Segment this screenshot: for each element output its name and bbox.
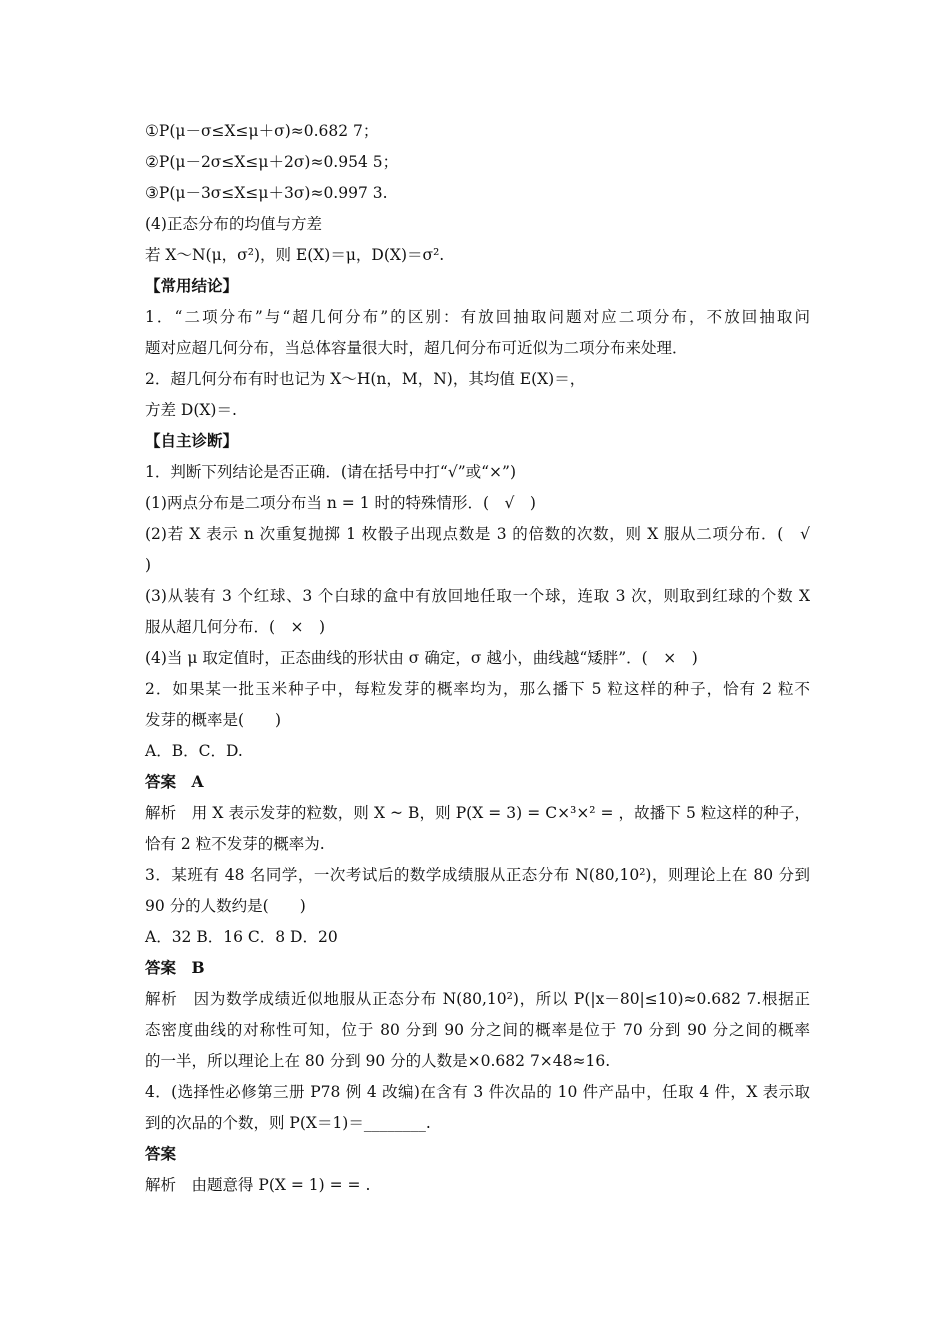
text-line: 服从超几何分布．( × )	[145, 618, 326, 636]
explanation-line: 解析 用 X 表示发芽的粒数，则 X ~ B，则 P(X = 3) = C×³×² = ，故播下 5 粒这样的种子，	[145, 804, 810, 822]
text-line: 态密度曲线的对称性可知，位于 80 分到 90 分之间的概率是位于 70 分到 90 分之间的概率	[145, 1021, 810, 1039]
text-line: 发芽的概率是( )	[145, 711, 282, 729]
text-line: ①P(μ－σ≤X≤μ＋σ)≈0.682 7；	[145, 122, 379, 140]
text-line: 1．“二项分布”与“超几何分布”的区别：有放回抽取问题对应二项分布，不放回抽取问	[145, 308, 810, 326]
text-line: (4)当 μ 取定值时，正态曲线的形状由 σ 确定，σ 越小，曲线越“矮胖”．( × )	[145, 649, 698, 667]
text-line: 90 分的人数约是( )	[145, 897, 306, 915]
text-line: A．32 B．16 C．8 D．20	[145, 928, 338, 946]
text-line: ③P(μ－3σ≤X≤μ＋3σ)≈0.997 3.	[145, 184, 388, 202]
text-line: (1)两点分布是二项分布当 n = 1 时的特殊情形．( √ )	[145, 494, 536, 512]
text-line: 2．超几何分布有时也记为 X～H(n，M，N)，其均值 E(X)＝，	[145, 370, 586, 388]
text-line: (2)若 X 表示 n 次重复抛掷 1 枚骰子出现点数是 3 的倍数的次数，则 X 服从二项分布．( √	[145, 525, 810, 543]
text-line: 的一半，所以理论上在 80 分到 90 分的人数是×0.682 7×48≈16.	[145, 1052, 611, 1070]
section-heading: 【自主诊断】	[145, 431, 239, 450]
explanation-line: 解析 由题意得 P(X = 1) = = .	[145, 1176, 371, 1194]
explanation-line: 解析 因为数学成绩近似地服从正态分布 N(80,10²)，所以 P(|x－80|≤10)≈0.682 7.根据正	[145, 990, 810, 1008]
text-line: 到的次品的个数，则 P(X＝1)＝________.	[145, 1114, 431, 1132]
text-line: 方差 D(X)＝.	[145, 401, 237, 419]
text-line: A．B．C．D.	[145, 742, 243, 760]
text-line: 1．判断下列结论是否正确．(请在括号中打“√”或“×”)	[145, 463, 517, 481]
text-line: (3)从装有 3 个红球、3 个白球的盒中有放回地任取一个球，连取 3 次，则取到红球的个数 X	[145, 587, 810, 605]
text-line: )	[145, 556, 152, 574]
answer-line: 答案 B	[145, 958, 205, 977]
text-line: (4)正态分布的均值与方差	[145, 215, 322, 233]
text-line: 3．某班有 48 名同学，一次考试后的数学成绩服从正态分布 N(80,10²)，则理论上在 80 分到	[145, 866, 810, 884]
text-line: 题对应超几何分布，当总体容量很大时，超几何分布可近似为二项分布来处理．	[145, 339, 688, 357]
answer-line: 答案	[145, 1144, 177, 1163]
text-line: 4．(选择性必修第三册 P78 例 4 改编)在含有 3 件次品的 10 件产品中，任取 4 件，X 表示取	[145, 1083, 810, 1101]
text-line: 2．如果某一批玉米种子中，每粒发芽的概率均为，那么播下 5 粒这样的种子，恰有 2 粒不	[145, 680, 810, 698]
text-line: ②P(μ－2σ≤X≤μ＋2σ)≈0.954 5；	[145, 153, 399, 171]
answer-line: 答案 A	[145, 772, 204, 791]
section-heading: 【常用结论】	[145, 276, 239, 295]
text-line: 若 X～N(μ，σ²)，则 E(X)＝μ，D(X)＝σ².	[145, 246, 445, 264]
text-line: 恰有 2 粒不发芽的概率为.	[145, 835, 325, 853]
